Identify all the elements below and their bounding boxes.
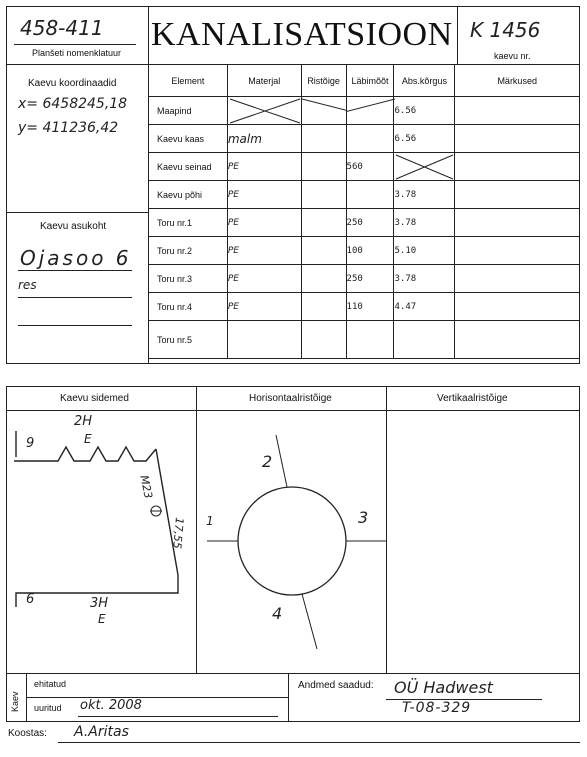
sketch-label-e-top: E bbox=[84, 432, 92, 446]
table-row bbox=[149, 321, 580, 359]
cell-abs bbox=[394, 321, 455, 359]
cell-labimoot bbox=[346, 321, 394, 359]
location-rule-3 bbox=[18, 325, 132, 326]
cell-element: Toru nr.2 bbox=[149, 237, 228, 265]
cell-crossed bbox=[301, 97, 346, 125]
cell-materjal: PE bbox=[227, 237, 301, 265]
cell-materjal: PE bbox=[227, 265, 301, 293]
footer-right-divider bbox=[288, 674, 289, 722]
table-header-row bbox=[149, 65, 580, 97]
footer-data-label: Andmed saadud: bbox=[298, 680, 374, 691]
header-labimoot: Läbimõõt bbox=[346, 65, 394, 97]
cell-materjal: PE bbox=[227, 209, 301, 237]
cell-element: Toru nr.4 bbox=[149, 293, 228, 321]
cell-labimoot: 250 bbox=[346, 265, 394, 293]
cell-markused bbox=[455, 237, 580, 265]
coord-y: y= 411236,42 bbox=[18, 120, 119, 136]
cell-labimoot bbox=[346, 181, 394, 209]
cell-abs: 6.56 bbox=[394, 97, 455, 125]
footer-kaev-label: Kaev bbox=[10, 691, 20, 712]
location-line2: res bbox=[18, 278, 37, 292]
cell-markused bbox=[455, 321, 580, 359]
sketch-label-2h: 2H bbox=[74, 414, 93, 429]
table-row bbox=[149, 181, 580, 209]
elements-table bbox=[148, 64, 580, 359]
cell-labimoot: 560 bbox=[346, 153, 394, 181]
table-row bbox=[149, 153, 580, 181]
cell-labimoot: 110 bbox=[346, 293, 394, 321]
page-title: KANALISATSIOON bbox=[151, 16, 453, 53]
cell-abs: 3.78 bbox=[394, 265, 455, 293]
cross-mark bbox=[228, 97, 302, 125]
connections-sketch bbox=[6, 411, 196, 674]
footer-data-value2: T-08-329 bbox=[402, 700, 472, 716]
pipe-label-3: 3 bbox=[358, 508, 369, 527]
cell-materjal bbox=[227, 321, 301, 359]
sketch-label-e-bottom: E bbox=[98, 612, 106, 626]
cell-ristloige bbox=[301, 265, 346, 293]
cell-labimoot: 100 bbox=[346, 237, 394, 265]
cell-ristloige bbox=[301, 237, 346, 265]
sketch-label-9: 9 bbox=[26, 436, 35, 451]
header-materjal: Materjal bbox=[227, 65, 301, 97]
cell-element: Kaevu seinad bbox=[149, 153, 228, 181]
sheet-number-underline bbox=[14, 44, 136, 45]
cell-markused bbox=[455, 97, 580, 125]
cell-materjal: malm bbox=[227, 125, 301, 153]
cell-abs: 4.47 bbox=[394, 293, 455, 321]
footer-mid-divider bbox=[26, 697, 288, 698]
footer-data-value1: OÜ Hadwest bbox=[394, 678, 493, 697]
section-title-horizontal: Horisontaalristõige bbox=[249, 393, 332, 404]
cell-element: Maapind bbox=[149, 97, 228, 125]
location-rule-2 bbox=[18, 297, 132, 298]
footer-kaev-divider bbox=[26, 674, 27, 722]
cell-ristloige bbox=[301, 125, 346, 153]
well-label: kaevu nr. bbox=[494, 51, 531, 61]
cross-mark bbox=[347, 97, 395, 125]
cell-labimoot bbox=[346, 125, 394, 153]
cell-ristloige bbox=[301, 209, 346, 237]
table-row bbox=[149, 125, 580, 153]
sheet-number: 458-411 bbox=[20, 16, 104, 40]
sections-divider-2 bbox=[386, 386, 387, 674]
cell-abs: 5.10 bbox=[394, 237, 455, 265]
cell-crossed bbox=[346, 97, 394, 125]
well-number: K 1456 bbox=[470, 18, 541, 42]
cell-materjal: PE bbox=[227, 293, 301, 321]
footer-koostas-label: Koostas: bbox=[8, 728, 47, 739]
table-row bbox=[149, 265, 580, 293]
sheet-label: Planšeti nomenklatuur bbox=[32, 48, 122, 58]
pipe-label-4: 4 bbox=[272, 604, 283, 623]
header-element: Element bbox=[149, 65, 228, 97]
cell-markused bbox=[455, 209, 580, 237]
header-ristloige: Ristõige bbox=[301, 65, 346, 97]
pipe-label-2: 2 bbox=[262, 452, 273, 471]
horizontal-section-drawing bbox=[197, 411, 386, 674]
footer-ehitatud-label: ehitatud bbox=[34, 679, 67, 689]
table-row bbox=[149, 293, 580, 321]
cell-markused bbox=[455, 293, 580, 321]
table-row bbox=[149, 237, 580, 265]
sketch-label-6: 6 bbox=[26, 592, 35, 607]
coord-x: x= 6458245,18 bbox=[18, 96, 128, 112]
footer-uuritud-underline bbox=[78, 716, 278, 717]
footer-koostas-value: A.Aritas bbox=[74, 724, 129, 740]
cell-ristloige bbox=[301, 181, 346, 209]
cell-abs: 3.78 bbox=[394, 209, 455, 237]
cell-crossed bbox=[394, 153, 455, 181]
cell-ristloige bbox=[301, 321, 346, 359]
header-markused: Märkused bbox=[455, 65, 580, 97]
cell-abs: 3.78 bbox=[394, 181, 455, 209]
cell-markused bbox=[455, 265, 580, 293]
header-abs: Abs.kõrgus bbox=[394, 65, 455, 97]
cross-mark bbox=[302, 97, 347, 125]
pipe-label-1: 1 bbox=[206, 514, 214, 528]
location-line1: Ojasoo 6 bbox=[20, 246, 132, 270]
footer-koostas-underline bbox=[58, 742, 580, 743]
cell-ristloige bbox=[301, 293, 346, 321]
cell-labimoot: 250 bbox=[346, 209, 394, 237]
cell-abs: 6.56 bbox=[394, 125, 455, 153]
table-row bbox=[149, 209, 580, 237]
footer-uuritud-label: uuritud bbox=[34, 703, 62, 713]
section-title-connections: Kaevu sidemed bbox=[60, 393, 129, 404]
table-row bbox=[149, 97, 580, 125]
cross-mark bbox=[394, 153, 455, 181]
cell-markused bbox=[455, 181, 580, 209]
location-rule-1 bbox=[18, 270, 132, 271]
sketch-label-3h: 3H bbox=[90, 596, 109, 611]
cell-element: Toru nr.3 bbox=[149, 265, 228, 293]
cell-materjal: PE bbox=[227, 181, 301, 209]
cell-element: Kaevu kaas bbox=[149, 125, 228, 153]
cell-materjal: PE bbox=[227, 153, 301, 181]
title-right-divider bbox=[457, 6, 458, 65]
sketch-label-m23: M23 bbox=[137, 474, 155, 500]
cell-element: Kaevu põhi bbox=[149, 181, 228, 209]
location-divider bbox=[6, 212, 149, 213]
cell-ristloige bbox=[301, 153, 346, 181]
location-label: Kaevu asukoht bbox=[40, 221, 107, 232]
cell-element: Toru nr.5 bbox=[149, 321, 228, 359]
coords-label: Kaevu koordinaadid bbox=[28, 78, 117, 89]
section-title-vertical: Vertikaalristõige bbox=[437, 393, 508, 404]
cell-markused bbox=[455, 125, 580, 153]
cell-element: Toru nr.1 bbox=[149, 209, 228, 237]
cell-crossed bbox=[227, 97, 301, 125]
cell-markused bbox=[455, 153, 580, 181]
footer-uuritud-value: okt. 2008 bbox=[80, 698, 142, 713]
sketch-label-1755: 17,55 bbox=[170, 516, 186, 550]
